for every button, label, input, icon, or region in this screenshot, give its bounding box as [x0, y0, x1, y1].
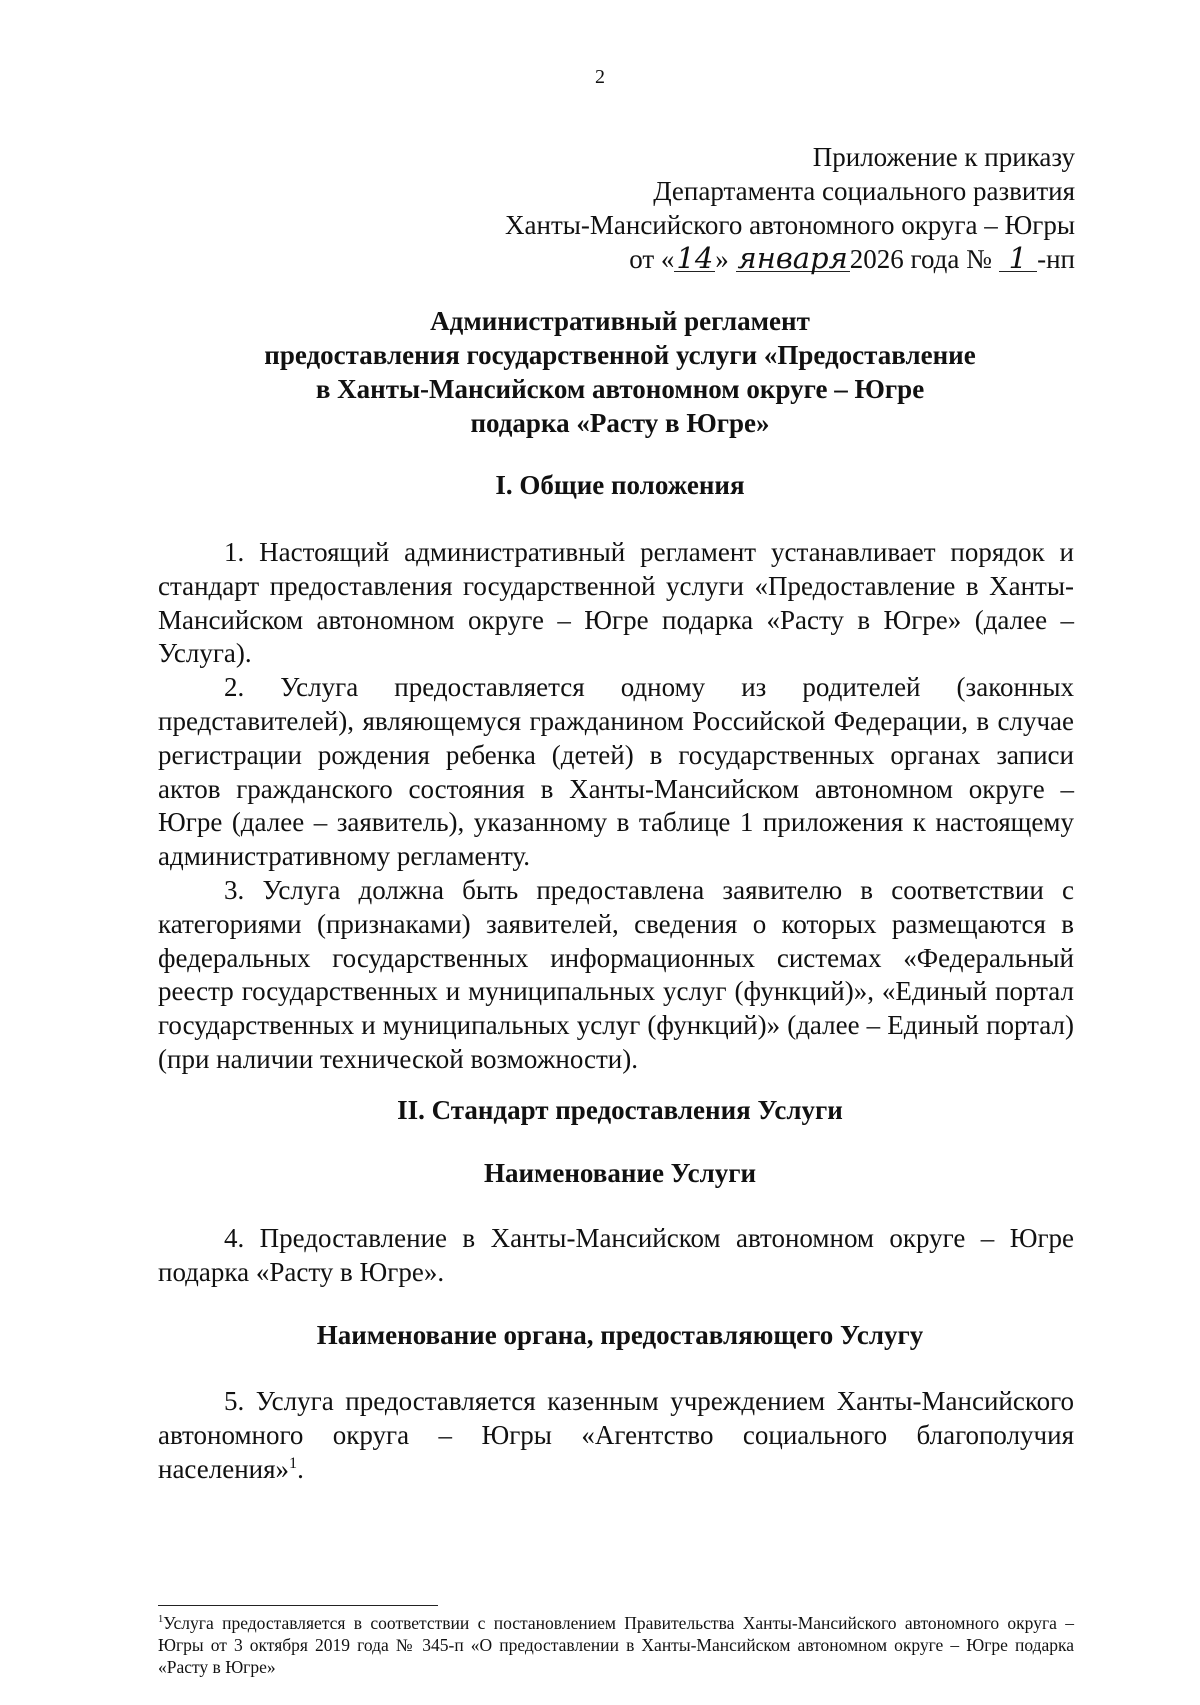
subheading-service-name: Наименование Услуги [483, 1158, 757, 1188]
footnote-ref: 1 [289, 1453, 298, 1472]
paragraph-5-end: . [297, 1453, 304, 1484]
section-1-body [158, 536, 1074, 1077]
paragraph-2: 2. Услуга предоставляется одному из родителей (законных представителей), являющемуся гражданином Российской Федерации, в случае регистрации рождения ребенка (детей) в государственных органах записи актов гражданского состояния в Ханты-Мансийском автономном округе – Югре (далее – заявитель), указанному в таблице 1 приложения к настоящему административному регламенту. [158, 672, 1074, 872]
number-suffix: -нп [1037, 244, 1075, 274]
paragraph-4: 4. Предоставление в Ханты-Мансийском автономном округе – Югре подарка «Расту в Югре». [158, 1223, 1074, 1287]
footnote-separator [158, 1605, 438, 1606]
paragraph-5-text: 5. Услуга предоставляется казенным учреждением Ханты-Мансийского автономного округа – Югры «Агентство социального благополучия населения» [158, 1386, 1074, 1484]
appendix-line-1: Приложение к приказу [812, 142, 1075, 172]
paragraph-5 [158, 1385, 1074, 1486]
appendix-line-2: Департамента социального развития [653, 176, 1075, 206]
title-line-1: Административный регламент [430, 306, 810, 336]
paragraph-3: 3. Услуга должна быть предоставлена заявителю в соответствии с категориями (признаками) заявителей, сведения о которых размещаются в федеральных государственных информационных системах «Федеральный реестр государственных и муниципальных услуг (функций)», «Единый портал государственных и муниципальных услуг (функций)» (далее – Единый портал) (при наличии технической возможности). [158, 874, 1074, 1074]
section-1-heading: I. Общие положения [495, 470, 745, 500]
date-year: 2026 года № [849, 244, 999, 274]
appendix-date-line [505, 242, 1075, 276]
handwritten-month: января [737, 241, 848, 275]
section-2-heading: II. Стандарт предоставления Услуги [397, 1095, 843, 1125]
paragraph-5-block [158, 1385, 1074, 1486]
title-line-2: предоставления государственной услуги «Предоставление [264, 340, 976, 370]
title-line-4: подарка «Расту в Югре» [470, 408, 770, 438]
footnote-mark: 1 [158, 1614, 164, 1626]
handwritten-day: 14 [676, 241, 714, 275]
date-prefix: от « [629, 244, 675, 274]
footnote-text: Услуга предоставляется в соответствии с постановлением Правительства Ханты-Мансийского автономного округа – Югры от 3 октября 2019 года № 345-п «О предоставлении в Ханты-Мансийском автономном округе – Югре подарка «Расту в Югре» [158, 1613, 1074, 1677]
handwritten-number: 1 [999, 245, 1037, 272]
footnote [158, 1612, 1074, 1678]
document-title [0, 304, 1200, 440]
paragraph-1: 1. Настоящий административный регламент устанавливает порядок и стандарт предоставления государственной услуги «Предоставление в Ханты-Мансийском автономном округе – Югре подарка «Расту в Югре» (далее – Услуга). [158, 537, 1074, 669]
appendix-line-3: Ханты-Мансийского автономного округа – Югры [505, 210, 1075, 240]
title-line-3: в Ханты-Мансийском автономном округе – Югре [315, 374, 925, 404]
subheading-provider: Наименование органа, предоставляющего Услугу [316, 1320, 924, 1350]
page-number: 2 [595, 66, 605, 88]
date-mid: » [715, 244, 736, 274]
paragraph-4-block [158, 1222, 1074, 1290]
appendix-block [505, 140, 1075, 276]
